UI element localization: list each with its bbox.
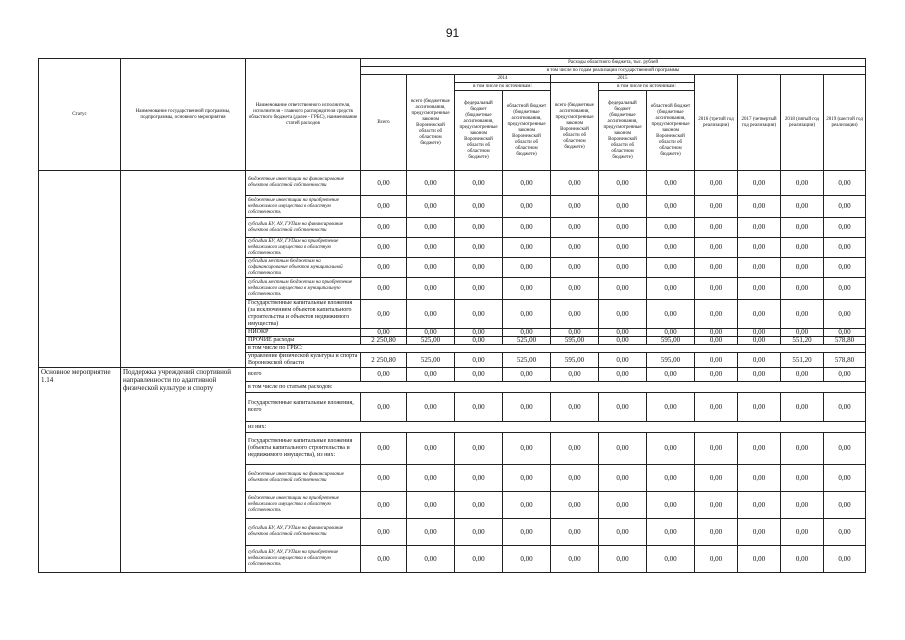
value-cell: 0,00 <box>455 238 503 258</box>
row-label: бюджетные инвестиции на финансирование объектов областной собственности <box>246 171 361 196</box>
value-cell: 0,00 <box>824 546 866 573</box>
value-cell: 0,00 <box>647 218 695 238</box>
value-cell: 0,00 <box>647 519 695 546</box>
value-cell: 0,00 <box>738 353 781 368</box>
value-cell: 0,00 <box>695 546 738 573</box>
value-cell: 0,00 <box>738 465 781 492</box>
value-cell: 0,00 <box>695 278 738 300</box>
value-cell: 0,00 <box>503 368 551 382</box>
value-cell: 0,00 <box>503 492 551 519</box>
value-cell: 0,00 <box>647 393 695 422</box>
value-cell: 0,00 <box>361 546 407 573</box>
value-cell: 0,00 <box>781 196 824 218</box>
value-cell: 0,00 <box>738 196 781 218</box>
value-cell: 0,00 <box>551 329 599 337</box>
page-number: 91 <box>445 26 460 40</box>
value-cell: 0,00 <box>407 218 455 238</box>
value-cell: 0,00 <box>781 465 824 492</box>
value-cell: 0,00 <box>407 196 455 218</box>
value-cell: 0,00 <box>738 519 781 546</box>
value-cell: 551,20 <box>781 353 824 368</box>
value-cell: 525,00 <box>503 337 551 345</box>
value-cell: 0,00 <box>781 278 824 300</box>
value-cell: 595,00 <box>551 353 599 368</box>
value-cell: 0,00 <box>551 196 599 218</box>
value-cell: 0,00 <box>647 238 695 258</box>
value-cell: 0,00 <box>781 329 824 337</box>
budget-table <box>38 58 866 573</box>
value-cell: 0,00 <box>455 465 503 492</box>
value-cell: 0,00 <box>455 519 503 546</box>
value-cell: 0,00 <box>647 546 695 573</box>
value-cell: 0,00 <box>455 218 503 238</box>
value-cell: 0,00 <box>738 238 781 258</box>
value-cell: 0,00 <box>695 492 738 519</box>
value-cell: 0,00 <box>738 278 781 300</box>
value-cell: 0,00 <box>738 368 781 382</box>
value-cell: 0,00 <box>647 300 695 329</box>
value-cell: 0,00 <box>407 329 455 337</box>
value-cell: 0,00 <box>361 171 407 196</box>
header-year-2015: 2015 <box>551 75 695 83</box>
value-cell: 0,00 <box>824 171 866 196</box>
value-cell: 0,00 <box>647 329 695 337</box>
value-cell: 0,00 <box>599 492 647 519</box>
table-row <box>39 171 866 196</box>
value-cell: 551,20 <box>781 337 824 345</box>
header-by-years: в том числе по годам реализации государственной программы <box>361 67 866 75</box>
value-cell: 0,00 <box>695 300 738 329</box>
value-cell: 0,00 <box>824 278 866 300</box>
incl-grbs-label: в том числе по ГРБС: <box>246 345 866 353</box>
value-cell: 525,00 <box>407 353 455 368</box>
value-cell: 0,00 <box>503 465 551 492</box>
value-cell: 0,00 <box>695 329 738 337</box>
row-label: ПРОЧИЕ расходы <box>246 337 361 345</box>
value-cell: 0,00 <box>455 196 503 218</box>
value-cell: 0,00 <box>781 258 824 278</box>
value-cell: 0,00 <box>455 433 503 465</box>
header-year-2014: 2014 <box>455 75 551 83</box>
value-cell: 0,00 <box>695 337 738 345</box>
value-cell: 0,00 <box>824 196 866 218</box>
value-cell: 0,00 <box>824 258 866 278</box>
value-cell: 0,00 <box>647 368 695 382</box>
value-cell: 0,00 <box>599 278 647 300</box>
value-cell: 0,00 <box>695 393 738 422</box>
value-cell: 0,00 <box>599 218 647 238</box>
value-cell: 0,00 <box>551 519 599 546</box>
value-cell: 0,00 <box>503 238 551 258</box>
row-label: всего <box>246 368 361 382</box>
value-cell: 0,00 <box>781 218 824 238</box>
value-cell: 0,00 <box>455 337 503 345</box>
row-label: субсидии местным бюджетам на приобретение недвижимого имущества в муниципальную собственность <box>246 278 361 300</box>
value-cell: 0,00 <box>361 465 407 492</box>
value-cell: 0,00 <box>407 368 455 382</box>
status-cell: Основное мероприятие 1.14 <box>39 368 121 573</box>
value-cell: 0,00 <box>407 278 455 300</box>
value-cell: 0,00 <box>824 519 866 546</box>
value-cell: 0,00 <box>407 519 455 546</box>
value-cell: 0,00 <box>407 393 455 422</box>
value-cell: 595,00 <box>647 353 695 368</box>
value-cell: 0,00 <box>599 337 647 345</box>
value-cell: 0,00 <box>695 353 738 368</box>
value-cell: 0,00 <box>599 465 647 492</box>
value-cell: 0,00 <box>599 393 647 422</box>
value-cell: 595,00 <box>647 337 695 345</box>
value-cell: 0,00 <box>824 300 866 329</box>
table-row <box>39 368 866 382</box>
value-cell: 0,00 <box>738 300 781 329</box>
value-cell: 0,00 <box>455 353 503 368</box>
header-by-sources-2014: в том числе по источникам: <box>455 83 551 91</box>
value-cell: 0,00 <box>407 300 455 329</box>
value-cell: 0,00 <box>551 300 599 329</box>
value-cell: 0,00 <box>551 465 599 492</box>
header-by-sources-2015: в том числе по источникам: <box>599 83 695 91</box>
section2-body <box>39 368 866 573</box>
value-cell: 0,00 <box>551 258 599 278</box>
value-cell: 0,00 <box>361 519 407 546</box>
program-name-cell: Поддержка учреждений спортивной направленности по адаптивной физической культуре и спорту <box>121 368 246 573</box>
value-cell: 0,00 <box>407 258 455 278</box>
value-cell: 0,00 <box>599 329 647 337</box>
header-col-reg-2014: областной бюджет (бюджетные ассигнования, предусмотренные законом Воронежской области об областном бюджете) <box>503 91 551 171</box>
value-cell: 578,80 <box>824 353 866 368</box>
value-cell: 0,00 <box>361 492 407 519</box>
value-cell: 0,00 <box>455 300 503 329</box>
value-cell: 0,00 <box>824 368 866 382</box>
grbs-label: управление физической культуры и спорта Воронежской области <box>246 353 361 368</box>
value-cell: 0,00 <box>647 433 695 465</box>
value-cell: 0,00 <box>738 546 781 573</box>
value-cell: 0,00 <box>503 196 551 218</box>
value-cell: 0,00 <box>455 492 503 519</box>
value-cell: 0,00 <box>361 393 407 422</box>
value-cell: 0,00 <box>599 519 647 546</box>
value-cell: 0,00 <box>551 218 599 238</box>
header-responsible: Наименование ответственного исполнителя, исполнителя - главного распорядителя средств областного бюджета (далее - ГРБС), наименование статей расходов <box>246 59 361 171</box>
value-cell: 0,00 <box>781 171 824 196</box>
value-cell: 0,00 <box>503 278 551 300</box>
value-cell: 0,00 <box>551 546 599 573</box>
value-cell: 0,00 <box>824 238 866 258</box>
row-label: субсидии местным бюджетам на софинансирование объектов муниципальной собственности <box>246 258 361 278</box>
value-cell: 0,00 <box>738 171 781 196</box>
value-cell: 0,00 <box>738 337 781 345</box>
value-cell: 0,00 <box>599 353 647 368</box>
value-cell: 0,00 <box>647 171 695 196</box>
row-label: НИОКР <box>246 329 361 337</box>
row-label: субсидии БУ, АУ, ГУПам на финансирование объектов областной собственности <box>246 218 361 238</box>
value-cell: 0,00 <box>551 433 599 465</box>
value-cell: 0,00 <box>361 329 407 337</box>
header-col-all-2014: всего (бюджетные ассигнования, предусмотренные законом Воронежской области об областном бюджете) <box>407 75 455 171</box>
value-cell: 0,00 <box>361 258 407 278</box>
value-cell: 2 250,80 <box>361 353 407 368</box>
section1-body <box>39 171 866 368</box>
value-cell: 0,00 <box>599 238 647 258</box>
value-cell: 595,00 <box>551 337 599 345</box>
value-cell: 0,00 <box>738 492 781 519</box>
header-expenses-title: Расходы областного бюджета, тыс. рублей <box>361 59 866 67</box>
value-cell: 0,00 <box>738 433 781 465</box>
value-cell: 0,00 <box>503 329 551 337</box>
value-cell: 0,00 <box>781 492 824 519</box>
value-cell: 0,00 <box>455 278 503 300</box>
value-cell: 0,00 <box>599 368 647 382</box>
header-col-2017: 2017 (четвертый год реализации) <box>738 75 781 171</box>
row-label: Государственные капитальные вложения, всего <box>246 393 361 422</box>
row-label: Государственные капитальные вложения (за исключением объектов капитального строительства и объектов недвижимого имущества) <box>246 300 361 329</box>
header-col-2019: 2019 (шестой год реализации) <box>824 75 866 171</box>
row-label: бюджетные инвестиции на приобретение недвижимого имущества в областную собственность <box>246 492 361 519</box>
value-cell: 0,00 <box>361 278 407 300</box>
value-cell: 0,00 <box>695 433 738 465</box>
value-cell: 0,00 <box>503 433 551 465</box>
value-cell: 0,00 <box>407 238 455 258</box>
value-cell: 0,00 <box>455 393 503 422</box>
value-cell: 0,00 <box>781 433 824 465</box>
row-label: бюджетные инвестиции на приобретение недвижимого имущества в областную собственность <box>246 196 361 218</box>
value-cell: 0,00 <box>503 519 551 546</box>
value-cell: 0,00 <box>599 171 647 196</box>
value-cell: 0,00 <box>738 218 781 238</box>
value-cell: 0,00 <box>781 238 824 258</box>
value-cell: 0,00 <box>551 368 599 382</box>
value-cell: 0,00 <box>503 546 551 573</box>
value-cell: 0,00 <box>551 238 599 258</box>
value-cell: 0,00 <box>503 393 551 422</box>
value-cell: 0,00 <box>551 393 599 422</box>
value-cell: 0,00 <box>695 368 738 382</box>
value-cell: 0,00 <box>455 258 503 278</box>
value-cell: 0,00 <box>361 433 407 465</box>
value-cell: 0,00 <box>824 393 866 422</box>
value-cell: 0,00 <box>361 300 407 329</box>
value-cell: 0,00 <box>824 433 866 465</box>
value-cell: 0,00 <box>455 368 503 382</box>
row-label: субсидии БУ, АУ, ГУПам на приобретение недвижимого имущества в областную собственность <box>246 546 361 573</box>
value-cell: 0,00 <box>503 300 551 329</box>
value-cell: 0,00 <box>647 492 695 519</box>
value-cell: 0,00 <box>738 393 781 422</box>
status-cell-continued <box>39 171 121 368</box>
section-label: в том числе по статьям расходов: <box>246 382 866 393</box>
value-cell: 0,00 <box>781 300 824 329</box>
value-cell: 0,00 <box>647 196 695 218</box>
header-col-reg-2015: областной бюджет (бюджетные ассигнования, предусмотренные законом Воронежской области об областном бюджете) <box>647 91 695 171</box>
value-cell: 0,00 <box>599 546 647 573</box>
value-cell: 0,00 <box>824 218 866 238</box>
header-col-fed-2015: федеральный бюджет (бюджетные ассигнования, предусмотренные законом Воронежской области об областном бюджете) <box>599 91 647 171</box>
value-cell: 2 250,80 <box>361 337 407 345</box>
row-label: Государственные капитальные вложения (объекты капитального строительства и недвижимого имущества), из них: <box>246 433 361 465</box>
value-cell: 0,00 <box>647 278 695 300</box>
value-cell: 0,00 <box>695 196 738 218</box>
value-cell: 0,00 <box>407 433 455 465</box>
value-cell: 0,00 <box>695 465 738 492</box>
value-cell: 0,00 <box>695 519 738 546</box>
value-cell: 0,00 <box>503 218 551 238</box>
section-label: из них: <box>246 422 866 433</box>
value-cell: 0,00 <box>738 329 781 337</box>
program-cell-continued <box>121 171 246 368</box>
value-cell: 0,00 <box>455 171 503 196</box>
value-cell: 0,00 <box>781 393 824 422</box>
header-total: Всего <box>361 75 407 171</box>
value-cell: 0,00 <box>407 171 455 196</box>
row-label: бюджетные инвестиции на финансирование объектов областной собственности <box>246 465 361 492</box>
value-cell: 0,00 <box>599 258 647 278</box>
value-cell: 0,00 <box>738 258 781 278</box>
value-cell: 0,00 <box>647 465 695 492</box>
value-cell: 0,00 <box>455 546 503 573</box>
value-cell: 0,00 <box>503 258 551 278</box>
value-cell: 0,00 <box>455 329 503 337</box>
row-label: субсидии БУ, АУ, ГУПам на приобретение недвижимого имущества в областную собственность <box>246 238 361 258</box>
header-col-2016: 2016 (третий год реализации) <box>695 75 738 171</box>
value-cell: 0,00 <box>361 196 407 218</box>
value-cell: 0,00 <box>824 492 866 519</box>
value-cell: 0,00 <box>695 238 738 258</box>
header-status: Статус <box>39 59 121 171</box>
header-col-2018: 2018 (пятый год реализации) <box>781 75 824 171</box>
value-cell: 525,00 <box>407 337 455 345</box>
value-cell: 525,00 <box>503 353 551 368</box>
value-cell: 578,80 <box>824 337 866 345</box>
row-label: субсидии БУ, АУ, ГУПам на финансирование объектов областной собственности <box>246 519 361 546</box>
value-cell: 0,00 <box>407 465 455 492</box>
header-col-all-2015: всего (бюджетные ассигнования, предусмотренные законом Воронежской области об областном бюджете) <box>551 83 599 171</box>
value-cell: 0,00 <box>781 519 824 546</box>
value-cell: 0,00 <box>695 258 738 278</box>
value-cell: 0,00 <box>361 368 407 382</box>
value-cell: 0,00 <box>824 465 866 492</box>
value-cell: 0,00 <box>503 171 551 196</box>
value-cell: 0,00 <box>361 238 407 258</box>
value-cell: 0,00 <box>361 218 407 238</box>
header-program-name: Наименование государственной программы, подпрограммы, основного мероприятия <box>121 59 246 171</box>
value-cell: 0,00 <box>695 171 738 196</box>
header-col-fed-2014: федеральный бюджет (бюджетные ассигнования, предусмотренные законом Воронежской области об областном бюджете) <box>455 91 503 171</box>
value-cell: 0,00 <box>551 171 599 196</box>
value-cell: 0,00 <box>695 218 738 238</box>
value-cell: 0,00 <box>781 368 824 382</box>
value-cell: 0,00 <box>824 329 866 337</box>
value-cell: 0,00 <box>781 546 824 573</box>
value-cell: 0,00 <box>551 278 599 300</box>
value-cell: 0,00 <box>599 300 647 329</box>
value-cell: 0,00 <box>407 492 455 519</box>
value-cell: 0,00 <box>647 258 695 278</box>
value-cell: 0,00 <box>551 492 599 519</box>
value-cell: 0,00 <box>599 196 647 218</box>
value-cell: 0,00 <box>407 546 455 573</box>
value-cell: 0,00 <box>599 433 647 465</box>
